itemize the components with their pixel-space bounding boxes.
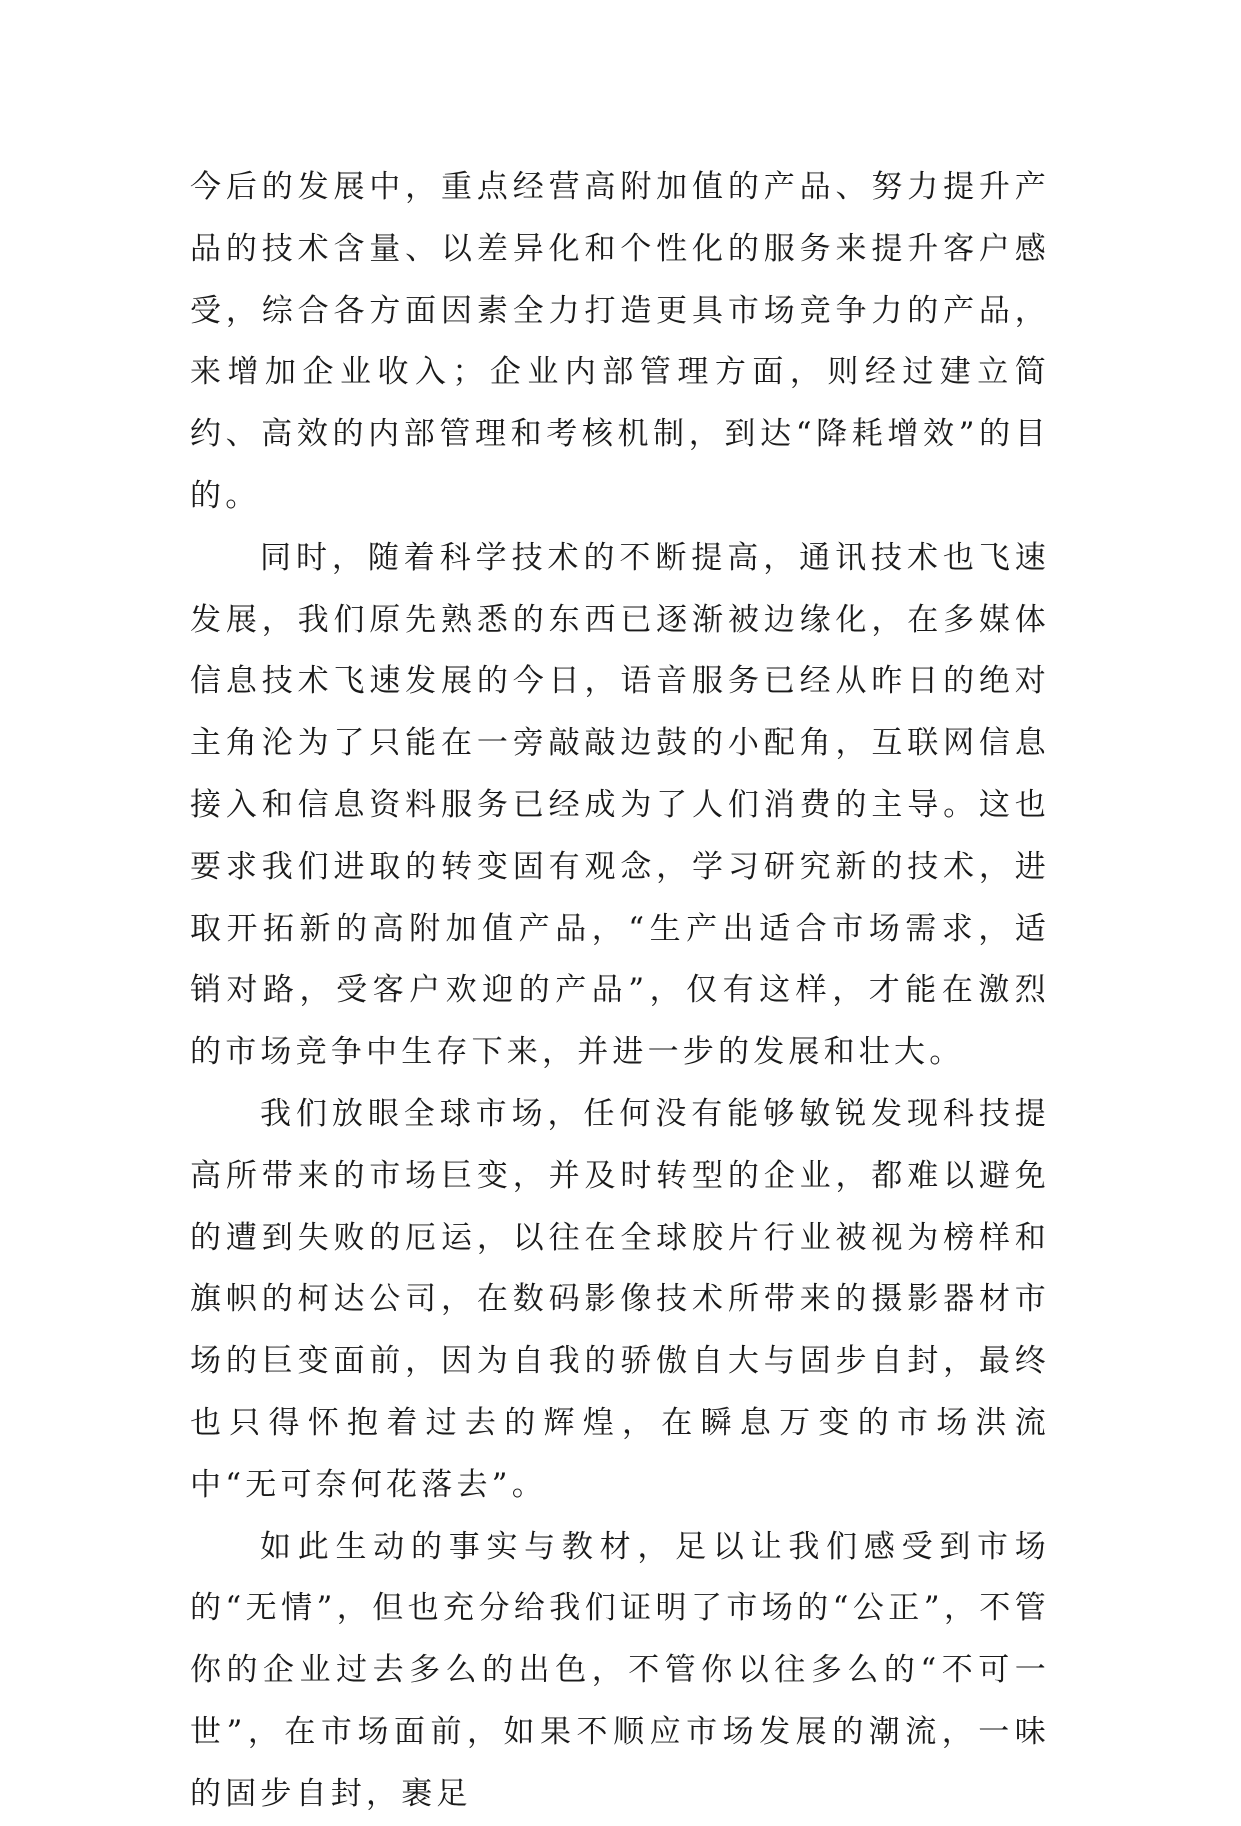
paragraph-continued: 今后的发展中，重点经营高附加值的产品、努力提升产品的技术含量、以差异化和个性化的服务来提升客户感受，综合各方面因素全力打造更具市场竞争力的产品，来增加企业收入；企业内部管理方面，则经过建立简约、高效的内部管理和考核机制，到达“降耗增效”的目的。 xyxy=(190,169,1050,514)
document-body xyxy=(190,157,1050,1826)
paragraph-market-lesson: 如此生动的事实与教材，足以让我们感受到市场的“无情”，但也充分给我们证明了市场的“公正”，不管你的企业过去多么的出色，不管你以往多么的“不可一世”，在市场面前，如果不顺应市场发展的潮流，一味的固步自封，裹足 xyxy=(190,1528,1050,1812)
paragraph-technology: 同时，随着科学技术的不断提高，通讯技术也飞速发展，我们原先熟悉的东西已逐渐被边缘化，在多媒体信息技术飞速发展的今日，语音服务已经从昨日的绝对主角沦为了只能在一旁敲敲边鼓的小配角，互联网信息接入和信息资料服务已经成为了人们消费的主导。这也要求我们进取的转变固有观念，学习研究新的技术，进取开拓新的高附加值产品，“生产出适合市场需求，适销对路，受客户欢迎的产品”，仅有这样，才能在激烈的市场竞争中生存下来，并进一步的发展和壮大。 xyxy=(190,539,1050,1071)
paragraph-global-market: 我们放眼全球市场，任何没有能够敏锐发现科技提高所带来的市场巨变，并及时转型的企业，都难以避免的遭到失败的厄运，以往在全球胶片行业被视为榜样和旗帜的柯达公司，在数码影像技术所带来的摄影器材市场的巨变面前，因为自我的骄傲自大与固步自封，最终也只得怀抱着过去的辉煌，在瞬息万变的市场洪流中“无可奈何花落去”。 xyxy=(190,1095,1050,1503)
